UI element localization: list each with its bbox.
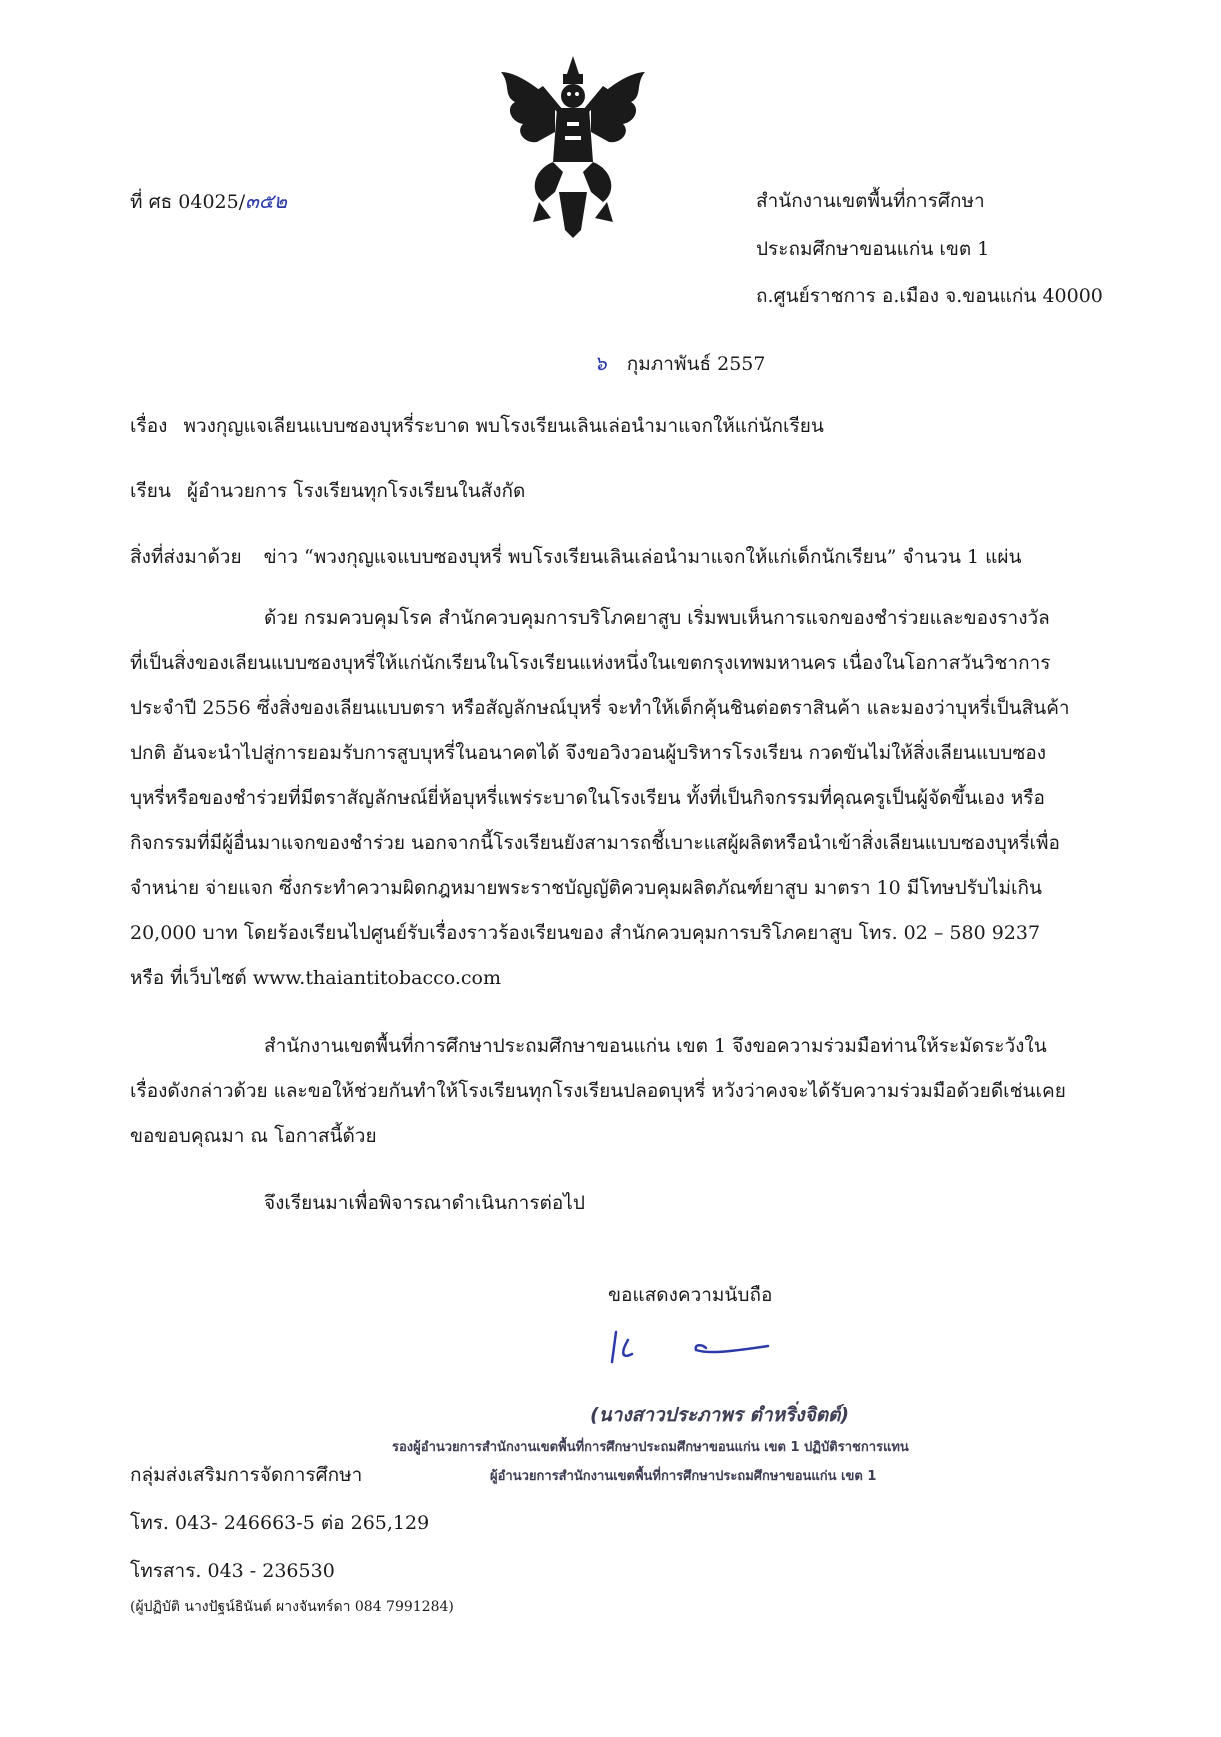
enclosure-line — [130, 544, 1022, 570]
subject-line — [130, 413, 824, 439]
subject-text: พวงกุญแจเลียนแบบซองบุหรี่ระบาด พบโรงเรียนเลินเล่อนำมาแจกให้แก่นักเรียน — [183, 415, 824, 437]
enclosure-text: ข่าว “พวงกุญแจแบบซองบุหรี่ พบโรงเรียนเลินเล่อนำมาแจกให้แก่เด็กนักเรียน” จำนวน 1 แผ่น — [263, 546, 1022, 568]
signatory-title-stamp-1: รองผู้อำนวยการสำนักงานเขตพื้นที่การศึกษาประถมศึกษาขอนแก่น เขต 1 ปฏิบัติราชการแทน — [392, 1440, 909, 1455]
paragraph-1-line: จำหน่าย จ่ายแจก ซึ่งกระทำความผิดกฎหมายพระราชบัญญัติควบคุมผลิตภัณฑ์ยาสูบ มาตรา 10 มีโทษปรับไม่เกิน — [130, 877, 1042, 899]
paragraph-1-line: ด้วย กรมควบคุมโรค สำนักควบคุมการบริโภคยาสูบ เริ่มพบเห็นการแจกของชำร่วยและของรางวัล — [264, 607, 1050, 629]
office-line-2: ประถมศึกษาขอนแก่น เขต 1 — [756, 238, 990, 260]
paragraph-1-line: ประจำปี 2556 ซึ่งสิ่งของเลียนแบบตรา หรือสัญลักษณ์บุหรี่ จะทำให้เด็กคุ้นชินต่อตราสินค้า และมองว่าบุหรี่เป็นสินค้า — [130, 697, 1070, 719]
salutation-line — [130, 478, 525, 504]
footer-phone: โทร. 043- 246663-5 ต่อ 265,129 — [130, 1512, 430, 1534]
office-line-3: ถ.ศูนย์ราชการ อ.เมือง จ.ขอนแก่น 40000 — [756, 285, 1103, 307]
reference-prefix: ที่ ศธ 04025/ — [130, 191, 246, 213]
date-day-handwritten: ๖ — [594, 351, 607, 375]
garuda-emblem — [493, 52, 653, 242]
paragraph-1-line: ที่เป็นสิ่งของเลียนแบบซองบุหรี่ให้แก่นักเรียนในโรงเรียนแห่งหนึ่งในเขตกรุงเทพมหานคร เนื่องในโอกาสวันวิชาการ — [130, 652, 1051, 674]
paragraph-1-line: กิจกรรมที่มีผู้อื่นมาแจกของชำร่วย นอกจากนี้โรงเรียนยังสามารถชี้เบาะแสผู้ผลิตหรือนำเข้าสิ่งเลียนแบบซองบุหรี่เพื่อ — [130, 832, 1060, 854]
paragraph-1-line: หรือ ที่เว็บไซต์ www.thaiantitobacco.com — [130, 967, 501, 989]
paragraph-1-line: บุหรี่หรือของชำร่วยที่มีตราสัญลักษณ์ยี่ห้อบุหรี่แพร่ระบาดในโรงเรียน ทั้งที่เป็นกิจกรรมที่คุณครูเป็นผู้จัดขึ้นเอง หรือ — [130, 787, 1045, 809]
signatory-title-stamp-2: ผู้อำนวยการสำนักงานเขตพื้นที่การศึกษาประถมศึกษาขอนแก่น เขต 1 — [490, 1469, 877, 1484]
paragraph-2-line: สำนักงานเขตพื้นที่การศึกษาประถมศึกษาขอนแก่น เขต 1 จึงขอความร่วมมือท่านให้ระมัดระวังใน — [264, 1035, 1047, 1057]
paragraph-2-line: ขอขอบคุณมา ณ โอกาสนี้ด้วย — [130, 1125, 377, 1147]
signatory-name-stamp: (นางสาวประภาพร ตำหริ่งจิตต์) — [590, 1404, 850, 1426]
letter-date — [594, 350, 765, 377]
reference-number — [130, 188, 287, 215]
subject-label: เรื่อง — [130, 415, 168, 437]
date-month-year: กุมภาพันธ์ 2557 — [626, 353, 766, 375]
paragraph-1-line: ปกติ อันจะนำไปสู่การยอมรับการสูบบุหรี่ในอนาคตได้ จึงขอวิงวอนผู้บริหารโรงเรียน กวดขันไม่ให้สิ่งเลียนแบบซอง — [130, 742, 1047, 764]
handwritten-signature — [598, 1310, 778, 1380]
enclosure-label: สิ่งที่ส่งมาด้วย — [130, 546, 242, 568]
reference-handwritten-number: ๓๕๒ — [245, 189, 288, 213]
footer-contact: (ผู้ปฏิบัติ นางปัฐน์ธินันต์ ผางจันทร์ดา 084 7991284) — [130, 1599, 454, 1615]
closing-request: จึงเรียนมาเพื่อพิจารณาดำเนินการต่อไป — [264, 1192, 585, 1214]
paragraph-1-line: 20,000 บาท โดยร้องเรียนไปศูนย์รับเรื่องราวร้องเรียนของ สำนักควบคุมการบริโภคยาสูบ โทร. 02 – 580 9237 — [130, 922, 1041, 944]
footer-department: กลุ่มส่งเสริมการจัดการศึกษา — [130, 1464, 363, 1486]
office-line-1: สำนักงานเขตพื้นที่การศึกษา — [756, 190, 985, 212]
salutation-label: เรียน — [130, 480, 171, 502]
closing-salutation: ขอแสดงความนับถือ — [608, 1284, 773, 1306]
paragraph-2-line: เรื่องดังกล่าวด้วย และขอให้ช่วยกันทำให้โรงเรียนทุกโรงเรียนปลอดบุหรี่ หวังว่าคงจะได้รับความร่วมมือด้วยดีเช่นเคย — [130, 1080, 1066, 1102]
footer-fax: โทรสาร. 043 - 236530 — [130, 1560, 335, 1582]
salutation-text: ผู้อำนวยการ โรงเรียนทุกโรงเรียนในสังกัด — [186, 480, 526, 502]
